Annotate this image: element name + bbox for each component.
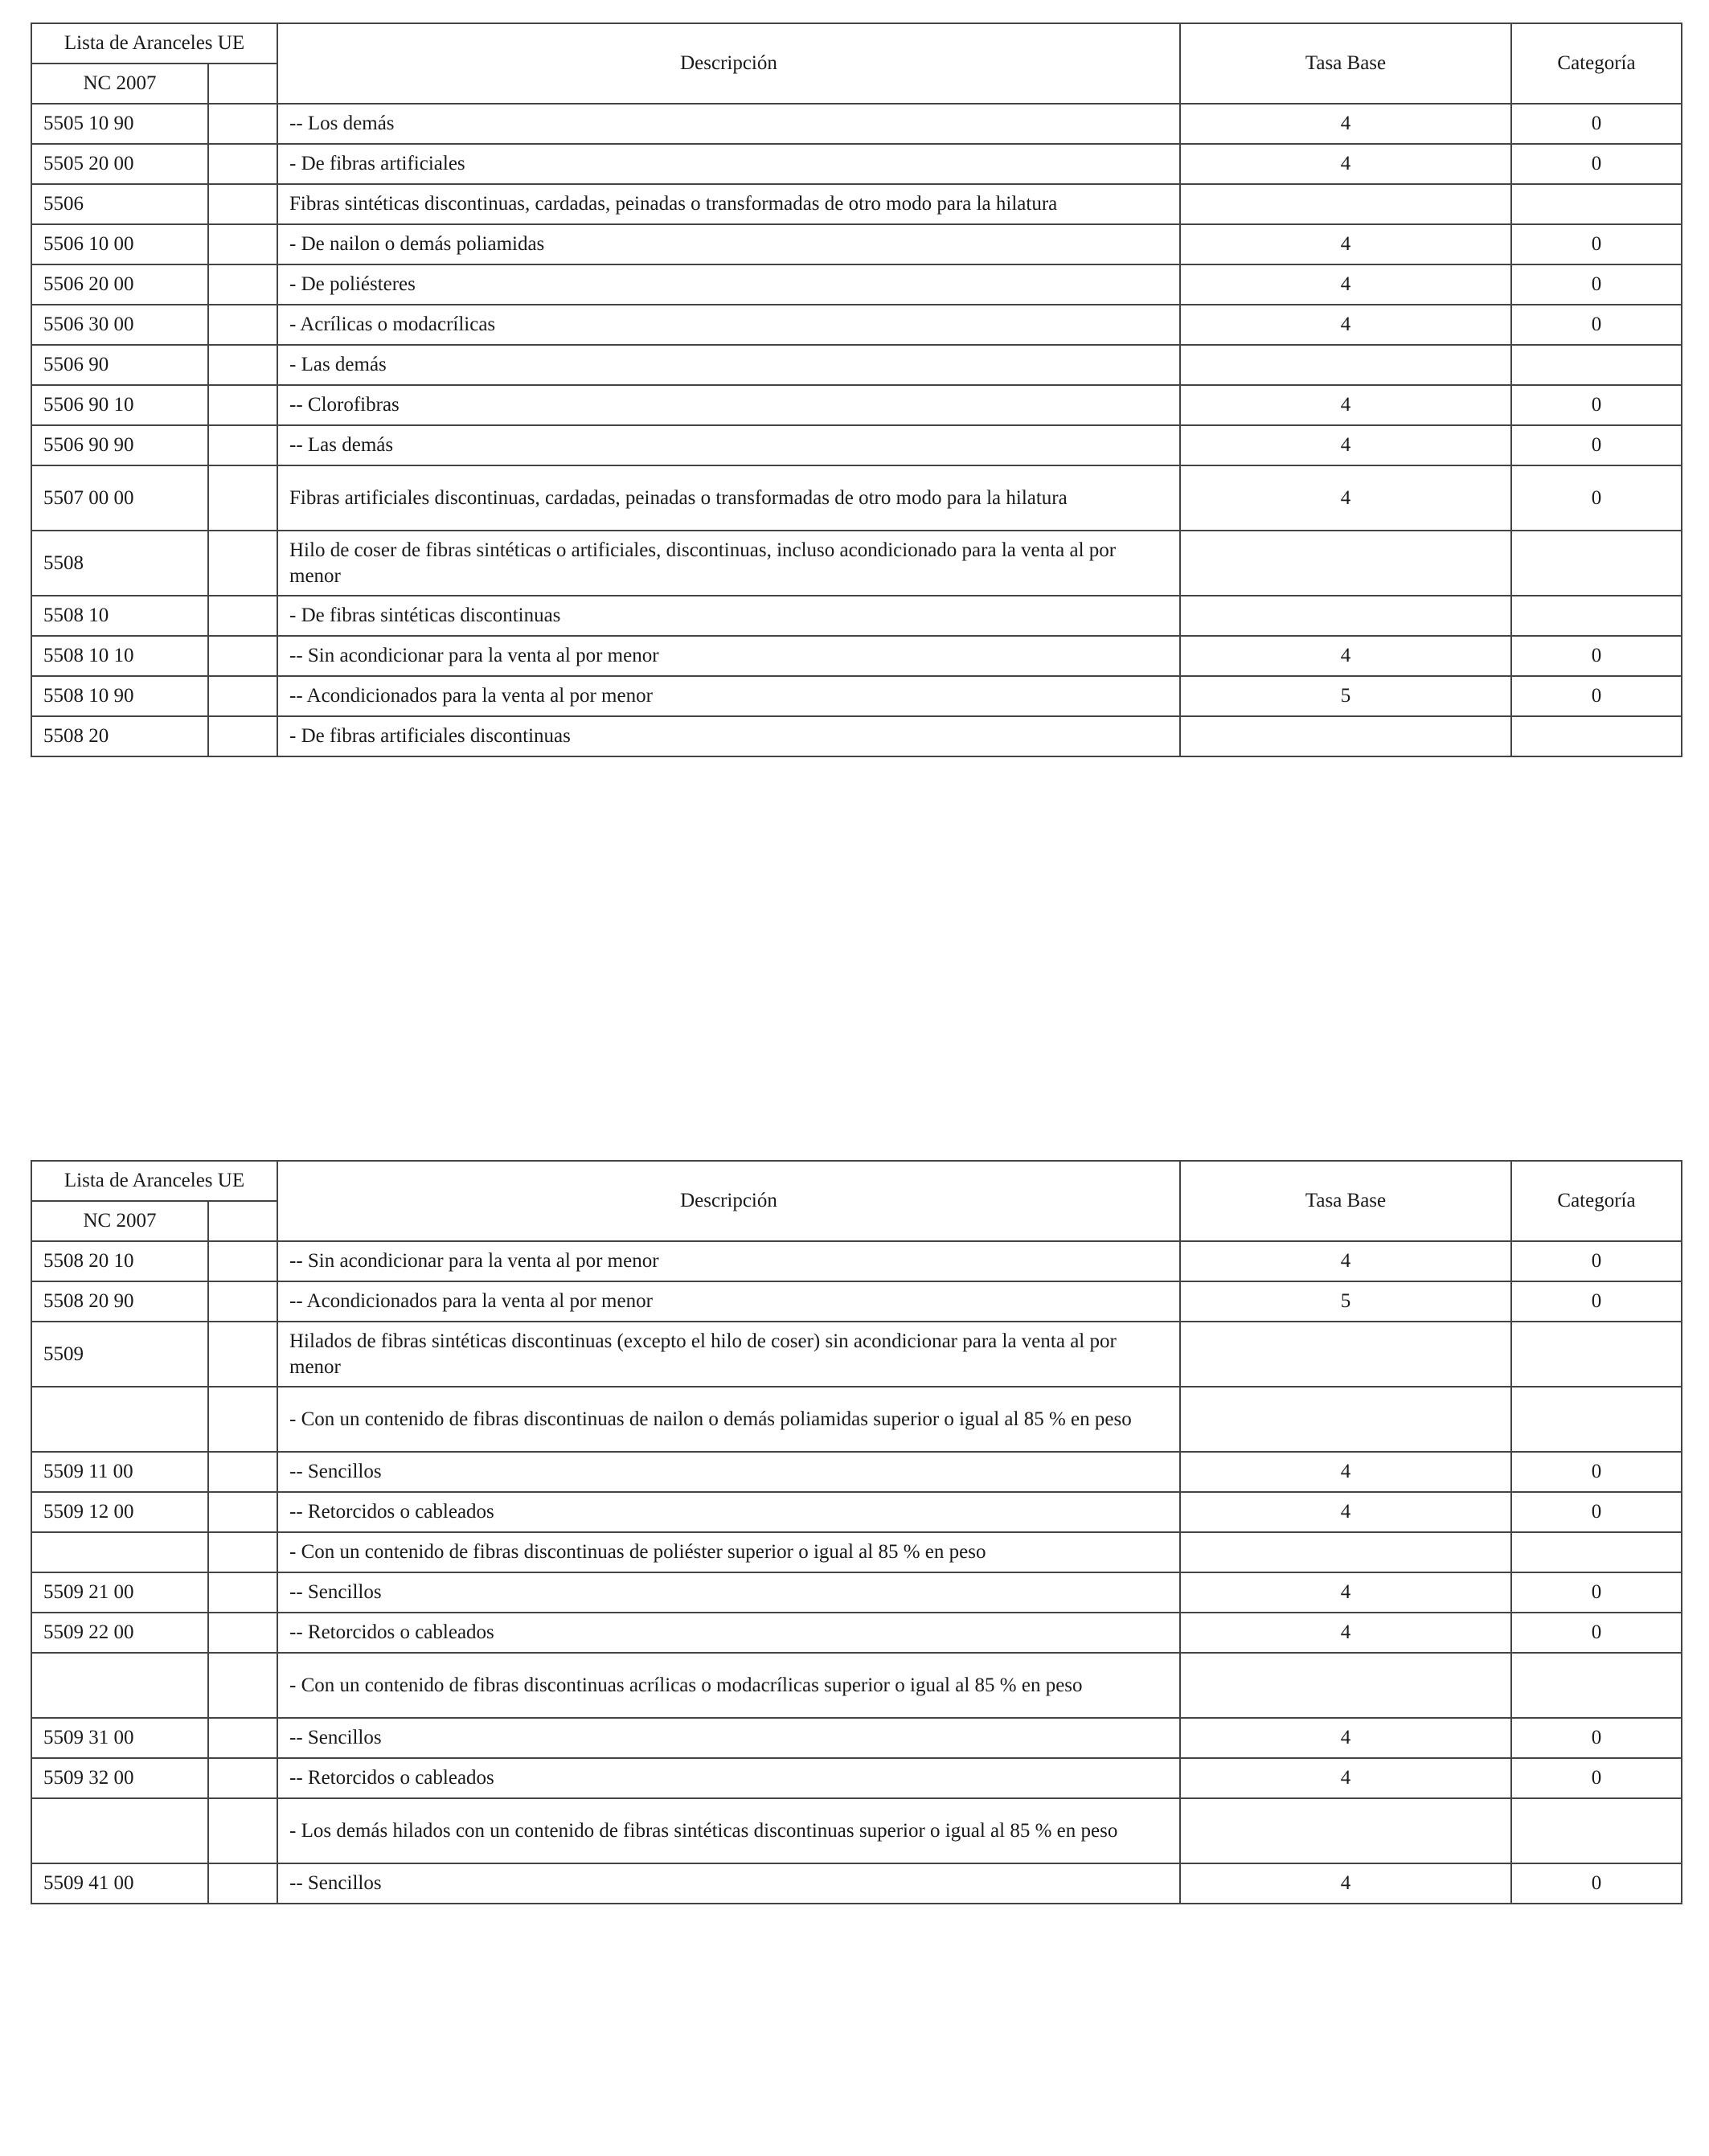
description-cell: - Con un contenido de fibras discontinuas de poliéster superior o igual al 85 % en peso — [277, 1532, 1180, 1572]
blank-cell — [208, 1653, 277, 1718]
categoria-cell: 0 — [1511, 1718, 1682, 1758]
description-cell: -- Las demás — [277, 425, 1180, 465]
header-descripcion: Descripción — [277, 23, 1180, 104]
table-row — [31, 1387, 1682, 1452]
table-row — [31, 1653, 1682, 1718]
table-row — [31, 425, 1682, 465]
description-cell: -- Sencillos — [277, 1452, 1180, 1492]
categoria-cell: 0 — [1511, 224, 1682, 264]
tasa-base-cell — [1180, 716, 1511, 756]
description-cell: -- Sencillos — [277, 1572, 1180, 1613]
code-cell — [31, 1387, 208, 1452]
blank-cell — [208, 1798, 277, 1863]
tasa-base-cell: 4 — [1180, 144, 1511, 184]
blank-cell — [208, 224, 277, 264]
description-cell: -- Sencillos — [277, 1718, 1180, 1758]
description-cell: Hilo de coser de fibras sintéticas o artificiales, discontinuas, incluso acondicionado para la venta al por menor — [277, 531, 1180, 596]
tasa-base-cell: 4 — [1180, 1572, 1511, 1613]
table-2-body — [31, 1241, 1682, 1904]
tasa-base-cell: 4 — [1180, 305, 1511, 345]
description-cell: -- Acondicionados para la venta al por menor — [277, 1281, 1180, 1322]
categoria-cell: 0 — [1511, 1452, 1682, 1492]
table-row — [31, 1241, 1682, 1281]
code-cell: 5506 90 — [31, 345, 208, 385]
code-cell: 5508 — [31, 531, 208, 596]
code-cell: 5509 12 00 — [31, 1492, 208, 1532]
header-categoria: Categoría — [1511, 23, 1682, 104]
table-row — [31, 531, 1682, 596]
table-row — [31, 1863, 1682, 1904]
blank-cell — [208, 1452, 277, 1492]
tasa-base-cell: 4 — [1180, 1492, 1511, 1532]
tasa-base-cell: 4 — [1180, 1452, 1511, 1492]
categoria-cell: 0 — [1511, 144, 1682, 184]
table-row — [31, 1718, 1682, 1758]
tasa-base-cell: 4 — [1180, 1613, 1511, 1653]
categoria-cell: 0 — [1511, 1572, 1682, 1613]
table-row — [31, 184, 1682, 224]
table-row — [31, 636, 1682, 676]
tasa-base-cell — [1180, 345, 1511, 385]
blank-cell — [208, 1241, 277, 1281]
categoria-cell: 0 — [1511, 1758, 1682, 1798]
blank-cell — [208, 716, 277, 756]
blank-cell — [208, 531, 277, 596]
categoria-cell: 0 — [1511, 1492, 1682, 1532]
categoria-cell — [1511, 1387, 1682, 1452]
description-cell: - Las demás — [277, 345, 1180, 385]
description-cell: - De fibras artificiales — [277, 144, 1180, 184]
header-lista: Lista de Aranceles UE — [31, 1161, 277, 1201]
categoria-cell: 0 — [1511, 636, 1682, 676]
code-cell: 5506 — [31, 184, 208, 224]
code-cell: 5509 11 00 — [31, 1452, 208, 1492]
description-cell: - Los demás hilados con un contenido de fibras sintéticas discontinuas superior o igual al 85 % en peso — [277, 1798, 1180, 1863]
blank-cell — [208, 305, 277, 345]
categoria-cell: 0 — [1511, 1241, 1682, 1281]
blank-cell — [208, 144, 277, 184]
tasa-base-cell — [1180, 596, 1511, 636]
code-cell: 5506 90 10 — [31, 385, 208, 425]
code-cell: 5508 10 90 — [31, 676, 208, 716]
code-cell: 5508 10 10 — [31, 636, 208, 676]
tasa-base-cell — [1180, 1798, 1511, 1863]
tasa-base-cell — [1180, 1387, 1511, 1452]
categoria-cell — [1511, 596, 1682, 636]
description-cell: -- Sin acondicionar para la venta al por menor — [277, 636, 1180, 676]
blank-cell — [208, 1613, 277, 1653]
description-cell: - Con un contenido de fibras discontinuas de nailon o demás poliamidas superior o igual al 85 % en peso — [277, 1387, 1180, 1452]
blank-cell — [208, 1387, 277, 1452]
code-cell: 5506 90 90 — [31, 425, 208, 465]
code-cell: 5509 21 00 — [31, 1572, 208, 1613]
categoria-cell: 0 — [1511, 676, 1682, 716]
categoria-cell: 0 — [1511, 1863, 1682, 1904]
categoria-cell — [1511, 716, 1682, 756]
categoria-cell — [1511, 1532, 1682, 1572]
categoria-cell: 0 — [1511, 305, 1682, 345]
table-row — [31, 1492, 1682, 1532]
table-row — [31, 104, 1682, 144]
blank-cell — [208, 676, 277, 716]
table-row — [31, 385, 1682, 425]
table-row — [31, 596, 1682, 636]
categoria-cell — [1511, 184, 1682, 224]
categoria-cell — [1511, 1322, 1682, 1387]
code-cell — [31, 1532, 208, 1572]
table-row — [31, 144, 1682, 184]
tasa-base-cell — [1180, 531, 1511, 596]
code-cell: 5509 32 00 — [31, 1758, 208, 1798]
description-cell: -- Clorofibras — [277, 385, 1180, 425]
table-row — [31, 1798, 1682, 1863]
categoria-cell: 0 — [1511, 1281, 1682, 1322]
table-row — [31, 224, 1682, 264]
table-1-body — [31, 104, 1682, 756]
table-row — [31, 676, 1682, 716]
description-cell: -- Retorcidos o cableados — [277, 1613, 1180, 1653]
blank-cell — [208, 1863, 277, 1904]
blank-cell — [208, 1322, 277, 1387]
tasa-base-cell — [1180, 184, 1511, 224]
code-cell: 5508 20 90 — [31, 1281, 208, 1322]
categoria-cell — [1511, 345, 1682, 385]
table-row — [31, 1758, 1682, 1798]
header-categoria: Categoría — [1511, 1161, 1682, 1241]
description-cell: Fibras sintéticas discontinuas, cardadas, peinadas o transformadas de otro modo para la hilatura — [277, 184, 1180, 224]
tasa-base-cell — [1180, 1653, 1511, 1718]
tasa-base-cell: 4 — [1180, 1718, 1511, 1758]
categoria-cell: 0 — [1511, 264, 1682, 305]
categoria-cell — [1511, 1798, 1682, 1863]
table-row — [31, 305, 1682, 345]
description-cell: - De nailon o demás poliamidas — [277, 224, 1180, 264]
header-nc: NC 2007 — [31, 1201, 208, 1241]
tasa-base-cell — [1180, 1322, 1511, 1387]
header-tasa-base: Tasa Base — [1180, 23, 1511, 104]
description-cell: Hilados de fibras sintéticas discontinuas (excepto el hilo de coser) sin acondicionar para la venta al por menor — [277, 1322, 1180, 1387]
blank-cell — [208, 264, 277, 305]
blank-cell — [208, 385, 277, 425]
description-cell: - De poliésteres — [277, 264, 1180, 305]
table-row — [31, 1281, 1682, 1322]
tariff-table-1 — [31, 23, 1682, 757]
blank-cell — [208, 184, 277, 224]
blank-cell — [208, 345, 277, 385]
blank-cell — [208, 596, 277, 636]
tasa-base-cell: 4 — [1180, 385, 1511, 425]
code-cell: 5506 10 00 — [31, 224, 208, 264]
code-cell — [31, 1798, 208, 1863]
table-row — [31, 1532, 1682, 1572]
categoria-cell — [1511, 1653, 1682, 1718]
code-cell: 5508 20 — [31, 716, 208, 756]
blank-cell — [208, 1281, 277, 1322]
blank-cell — [208, 1532, 277, 1572]
table-row — [31, 345, 1682, 385]
code-cell: 5508 20 10 — [31, 1241, 208, 1281]
tasa-base-cell: 5 — [1180, 1281, 1511, 1322]
tasa-base-cell: 4 — [1180, 264, 1511, 305]
description-cell: - Acrílicas o modacrílicas — [277, 305, 1180, 345]
description-cell: -- Retorcidos o cableados — [277, 1492, 1180, 1532]
table-row — [31, 716, 1682, 756]
categoria-cell: 0 — [1511, 385, 1682, 425]
blank-cell — [208, 1492, 277, 1532]
tasa-base-cell: 4 — [1180, 425, 1511, 465]
header-lista: Lista de Aranceles UE — [31, 23, 277, 64]
blank-cell — [208, 1758, 277, 1798]
categoria-cell: 0 — [1511, 1613, 1682, 1653]
blank-cell — [208, 104, 277, 144]
header-blank — [208, 1201, 277, 1241]
blank-cell — [208, 1572, 277, 1613]
tasa-base-cell: 4 — [1180, 1863, 1511, 1904]
description-cell: -- Retorcidos o cableados — [277, 1758, 1180, 1798]
blank-cell — [208, 1718, 277, 1758]
code-cell: 5506 20 00 — [31, 264, 208, 305]
code-cell: 5505 20 00 — [31, 144, 208, 184]
categoria-cell — [1511, 531, 1682, 596]
table-row — [31, 465, 1682, 531]
header-nc: NC 2007 — [31, 64, 208, 104]
tasa-base-cell: 5 — [1180, 676, 1511, 716]
table-row — [31, 1452, 1682, 1492]
code-cell — [31, 1653, 208, 1718]
code-cell: 5508 10 — [31, 596, 208, 636]
header-descripcion: Descripción — [277, 1161, 1180, 1241]
description-cell: -- Acondicionados para la venta al por menor — [277, 676, 1180, 716]
code-cell: 5509 22 00 — [31, 1613, 208, 1653]
description-cell: -- Sin acondicionar para la venta al por menor — [277, 1241, 1180, 1281]
blank-cell — [208, 636, 277, 676]
blank-cell — [208, 465, 277, 531]
code-cell: 5509 31 00 — [31, 1718, 208, 1758]
tasa-base-cell: 4 — [1180, 636, 1511, 676]
tasa-base-cell: 4 — [1180, 1758, 1511, 1798]
categoria-cell: 0 — [1511, 104, 1682, 144]
tasa-base-cell — [1180, 1532, 1511, 1572]
description-cell: Fibras artificiales discontinuas, cardadas, peinadas o transformadas de otro modo para la hilatura — [277, 465, 1180, 531]
header-tasa-base: Tasa Base — [1180, 1161, 1511, 1241]
code-cell: 5509 41 00 — [31, 1863, 208, 1904]
description-cell: -- Sencillos — [277, 1863, 1180, 1904]
tasa-base-cell: 4 — [1180, 1241, 1511, 1281]
code-cell: 5506 30 00 — [31, 305, 208, 345]
categoria-cell: 0 — [1511, 465, 1682, 531]
description-cell: -- Los demás — [277, 104, 1180, 144]
categoria-cell: 0 — [1511, 425, 1682, 465]
description-cell: - De fibras sintéticas discontinuas — [277, 596, 1180, 636]
tasa-base-cell: 4 — [1180, 104, 1511, 144]
header-blank — [208, 64, 277, 104]
blank-cell — [208, 425, 277, 465]
tasa-base-cell: 4 — [1180, 224, 1511, 264]
code-cell: 5505 10 90 — [31, 104, 208, 144]
tasa-base-cell: 4 — [1180, 465, 1511, 531]
description-cell: - De fibras artificiales discontinuas — [277, 716, 1180, 756]
description-cell: - Con un contenido de fibras discontinuas acrílicas o modacrílicas superior o igual al 85 % en peso — [277, 1653, 1180, 1718]
code-cell: 5507 00 00 — [31, 465, 208, 531]
table-row — [31, 264, 1682, 305]
tariff-table-2 — [31, 1160, 1682, 1904]
table-row — [31, 1572, 1682, 1613]
table-row — [31, 1322, 1682, 1387]
code-cell: 5509 — [31, 1322, 208, 1387]
table-row — [31, 1613, 1682, 1653]
